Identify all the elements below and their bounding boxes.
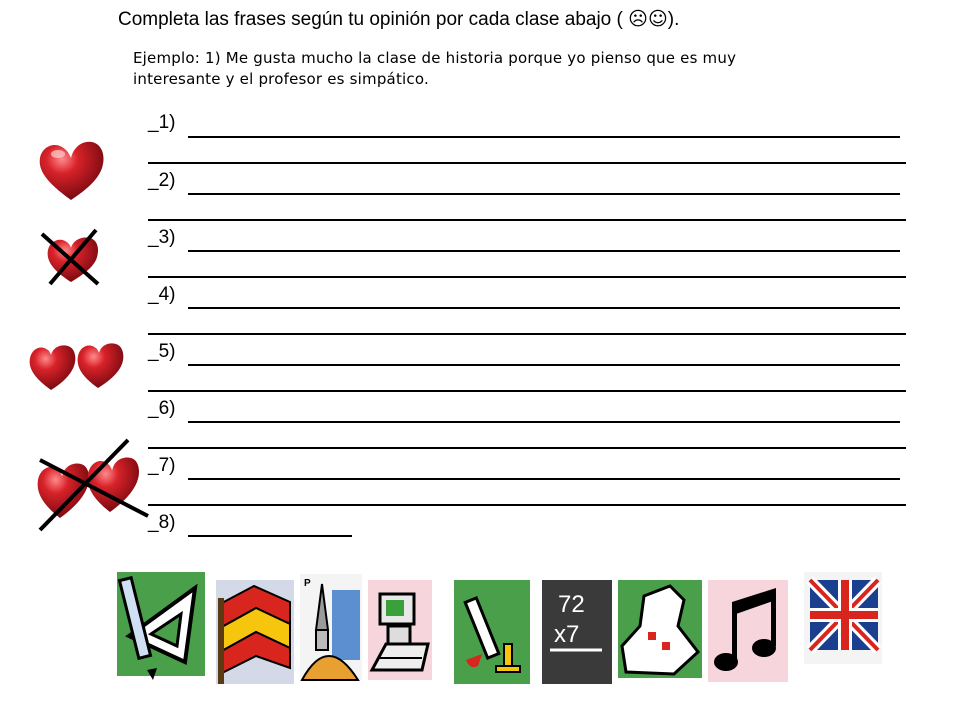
spanish-flag-icon — [214, 578, 296, 686]
answer-line-5b[interactable] — [148, 390, 906, 392]
answer-line-4b[interactable] — [148, 333, 906, 335]
answer-item-8 — [148, 512, 175, 534]
item-label: _3) — [148, 227, 176, 248]
svg-text:P: P — [304, 578, 311, 589]
heart-icon — [36, 138, 106, 204]
instruction-text-start: Completa las frases según tu opinión por cada clase abajo ( — [118, 9, 629, 30]
item-label: _7) — [148, 455, 176, 476]
svg-text:72: 72 — [558, 591, 585, 618]
crossed-two-hearts-icon — [30, 436, 150, 534]
instruction-text-end: ). — [667, 9, 680, 30]
answer-item-6 — [148, 398, 175, 420]
british-flag-icon — [802, 570, 884, 666]
answer-line-2a[interactable] — [188, 193, 900, 195]
happy-face-icon: ☺ — [647, 8, 668, 30]
item-label: _8) — [148, 512, 176, 533]
two-hearts-icon — [26, 338, 126, 394]
item-label: _6) — [148, 398, 176, 419]
history-icon — [298, 572, 364, 682]
item-label: _5) — [148, 341, 176, 362]
instruction-title — [118, 8, 679, 31]
answer-line-8a[interactable] — [188, 535, 352, 537]
art-icon — [115, 570, 207, 682]
answer-line-6a[interactable] — [188, 421, 900, 423]
answer-line-1b[interactable] — [148, 162, 906, 164]
answer-item-5 — [148, 341, 175, 363]
example-line-2: interesante y el profesor es simpático. — [133, 70, 429, 88]
answer-line-7a[interactable] — [188, 478, 900, 480]
item-label: _2) — [148, 170, 176, 191]
answer-item-7 — [148, 455, 175, 477]
answer-item-2 — [148, 170, 175, 192]
answer-line-3a[interactable] — [188, 250, 900, 252]
item-label: _4) — [148, 284, 176, 305]
answer-item-4 — [148, 284, 175, 306]
computer-icon — [366, 578, 434, 682]
answer-line-5a[interactable] — [188, 364, 900, 366]
sad-face-icon: ☹ — [628, 8, 648, 30]
answer-line-7b[interactable] — [148, 504, 906, 506]
science-icon — [452, 578, 532, 686]
answer-line-1a[interactable] — [188, 136, 900, 138]
answer-line-2b[interactable] — [148, 219, 906, 221]
crossed-heart-icon — [38, 228, 104, 288]
answer-item-3 — [148, 227, 175, 249]
music-icon — [706, 578, 790, 684]
example-line-1: Ejemplo: 1) Me gusta mucho la clase de historia porque yo pienso que es muy — [133, 49, 737, 67]
example-sentence — [133, 48, 873, 90]
answer-line-3b[interactable] — [148, 276, 906, 278]
math-icon — [540, 578, 614, 686]
sports-icon — [614, 576, 706, 682]
answer-item-1 — [148, 112, 175, 134]
answer-line-6b[interactable] — [148, 447, 906, 449]
svg-text:x7: x7 — [554, 621, 580, 648]
answer-line-4a[interactable] — [188, 307, 900, 309]
item-label: _1) — [148, 112, 176, 133]
